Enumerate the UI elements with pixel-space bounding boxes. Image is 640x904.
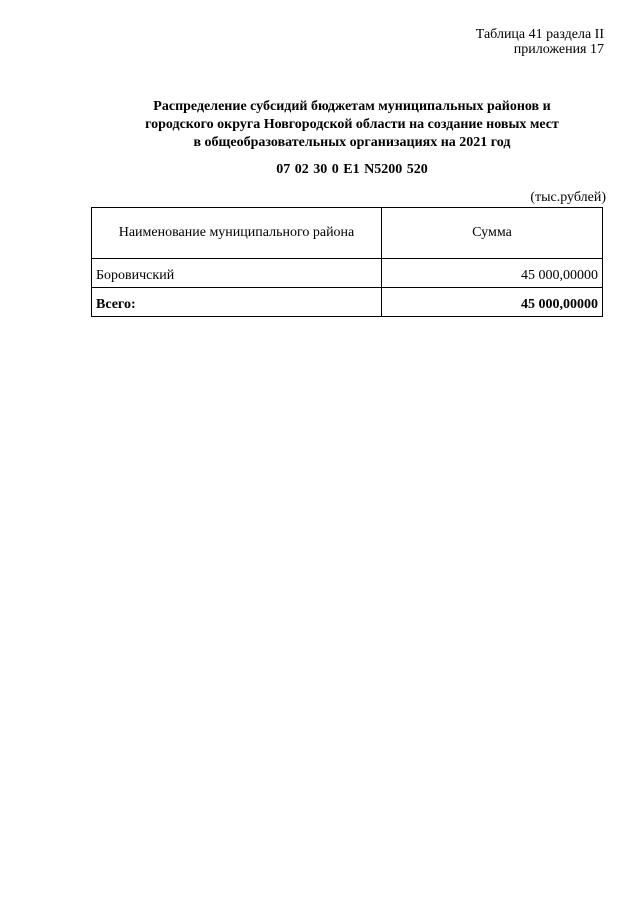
- table-row: [92, 259, 603, 288]
- table-header-row: [92, 208, 603, 259]
- table-reference-line-1: Таблица 41 раздела II: [475, 27, 604, 42]
- total-row: [92, 288, 603, 317]
- column-header-district: Наименование муниципального района: [92, 208, 382, 259]
- column-header-sum: Сумма: [382, 208, 603, 259]
- district-amount-cell: 45 000,00000: [382, 259, 603, 288]
- title-line-2: городского округа Новгородской области на создание новых мест: [145, 117, 559, 132]
- table-reference-line-2: приложения 17: [513, 42, 604, 57]
- total-label-cell: Всего:: [92, 288, 382, 317]
- title-line-3: в общеобразовательных организациях на 2021 год: [193, 135, 511, 150]
- total-amount-cell: 45 000,00000: [382, 288, 603, 317]
- district-name-cell: Боровичский: [92, 259, 382, 288]
- budget-classification-code: 07 02 30 0 E1 N5200 520: [276, 162, 428, 177]
- table-reference: [476, 27, 604, 57]
- subsidy-table: [91, 207, 603, 317]
- document-title: [0, 98, 640, 179]
- title-line-1: Распределение субсидий бюджетам муниципальных районов и: [153, 99, 551, 114]
- units-label: (тыс.рублей): [530, 190, 606, 205]
